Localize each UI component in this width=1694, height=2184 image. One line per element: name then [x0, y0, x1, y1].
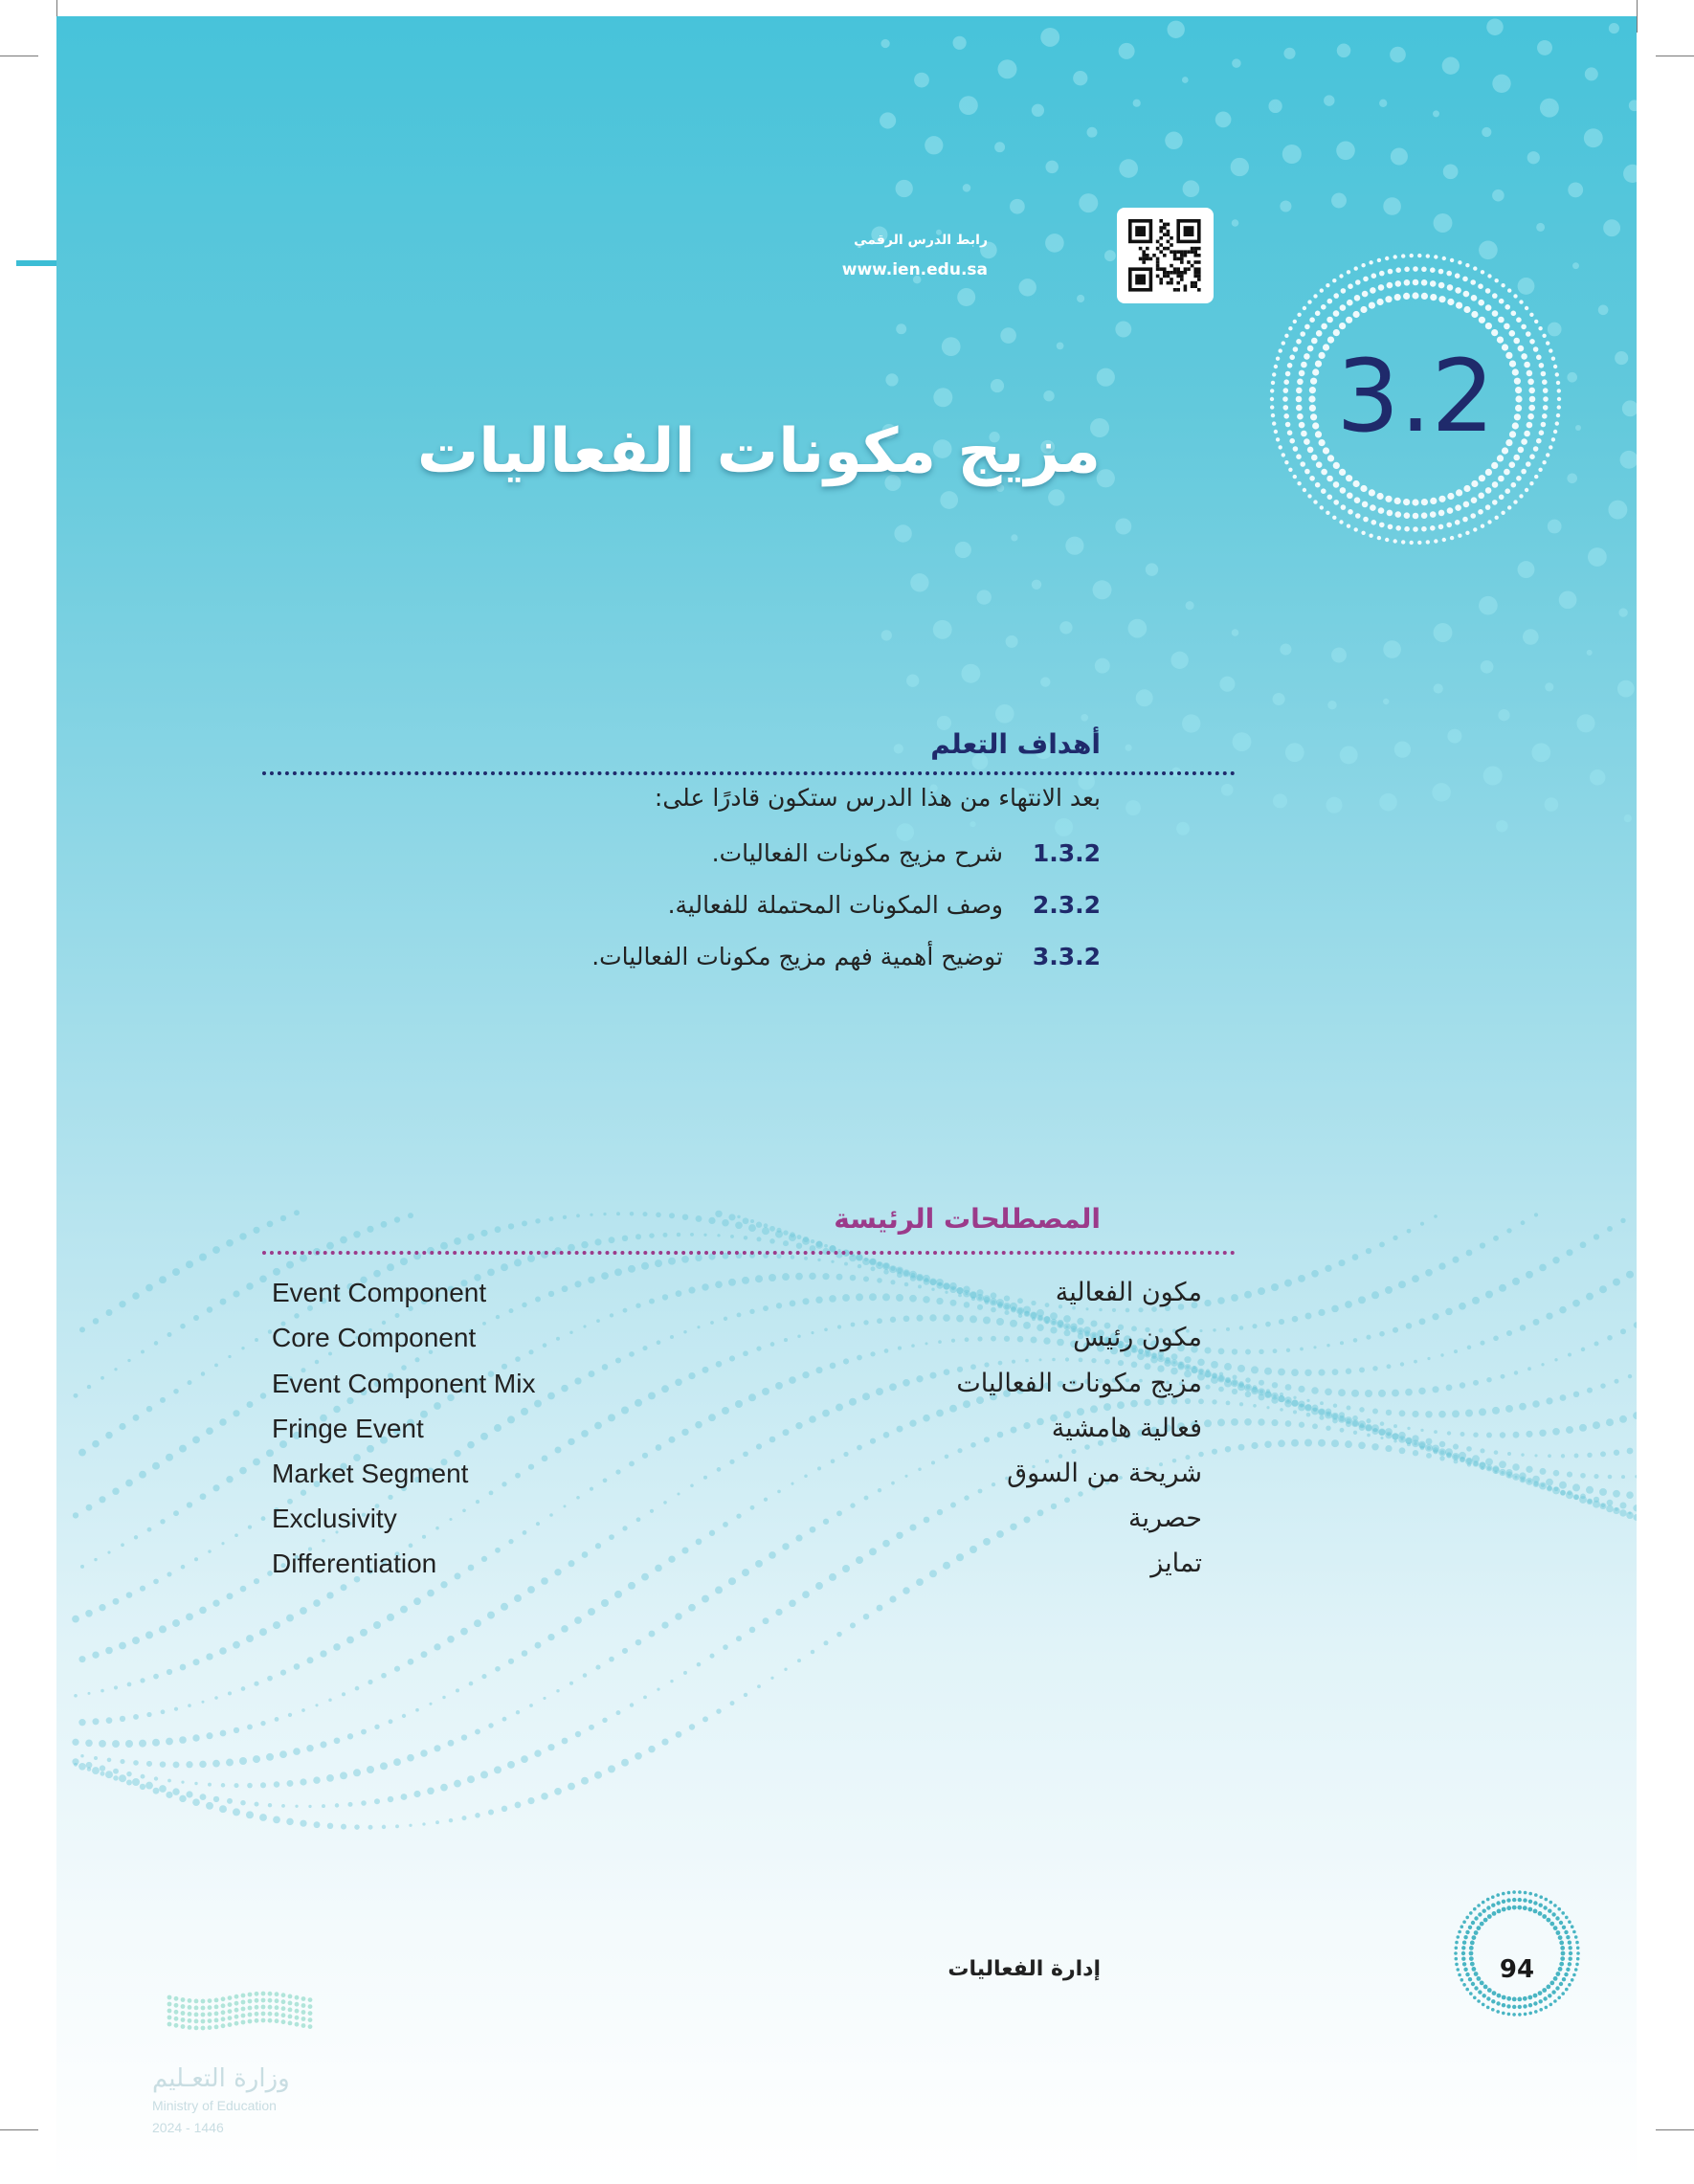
term-arabic: مزيج مكونات الفعاليات [956, 1369, 1202, 1398]
crop-mark [1656, 2129, 1694, 2130]
objectives-heading: أهداف التعلم [930, 728, 1101, 760]
term-row [272, 1414, 1202, 1456]
page [56, 16, 1637, 2184]
objectives-intro: بعد الانتهاء من هذا الدرس ستكون قادرًا على: [654, 784, 1101, 812]
objective-text: وصف المكونات المحتملة للفعالية. [667, 891, 1003, 919]
term-row [272, 1504, 1202, 1546]
section-divider [262, 1251, 1236, 1255]
term-arabic: تمايز [1150, 1549, 1202, 1578]
crop-mark [1637, 0, 1638, 33]
ministry-logo-english: Ministry of Education [152, 2098, 277, 2113]
term-row [272, 1549, 1202, 1591]
term-row [272, 1278, 1202, 1320]
qr-code[interactable] [1117, 208, 1214, 303]
objective-number: 3.3.2 [1032, 943, 1101, 970]
term-arabic: شريحة من السوق [1007, 1459, 1202, 1488]
page-number: 94 [1499, 1955, 1535, 1984]
book-title: إدارة الفعاليات [947, 1957, 1101, 1981]
term-english: Fringe Event [272, 1414, 424, 1443]
term-arabic: مكون الفعالية [1055, 1278, 1202, 1307]
term-english: Differentiation [272, 1549, 437, 1578]
objective-item [591, 943, 1101, 981]
qr-code-icon [1117, 208, 1214, 303]
term-english: Core Component [272, 1323, 477, 1352]
objective-text: شرح مزيج مكونات الفعاليات. [711, 839, 1003, 867]
objective-number: 1.3.2 [1032, 839, 1101, 867]
term-arabic: حصرية [1128, 1504, 1202, 1533]
term-arabic: مكون رئيس [1073, 1323, 1202, 1352]
term-english: Exclusivity [272, 1504, 397, 1533]
term-row [272, 1369, 1202, 1411]
objective-number: 2.3.2 [1032, 891, 1101, 919]
term-row [272, 1323, 1202, 1365]
term-english: Event Component Mix [272, 1369, 536, 1398]
objective-text: توضيح أهمية فهم مزيج مكونات الفعاليات. [591, 943, 1003, 970]
term-english: Market Segment [272, 1459, 469, 1488]
crop-mark [0, 2129, 38, 2130]
lesson-title: مزيج مكونات الفعاليات [416, 416, 1101, 487]
edition-year: 2024 - 1446 [152, 2120, 224, 2135]
lesson-number: 3.2 [1336, 338, 1495, 455]
objective-item [712, 839, 1101, 878]
objective-item [668, 891, 1101, 929]
key-terms-heading: المصطلحات الرئيسة [834, 1203, 1101, 1235]
term-english: Event Component [272, 1278, 487, 1307]
side-marker [16, 260, 56, 266]
term-row [272, 1459, 1202, 1501]
ministry-logo-text: وزارة التعـليم [152, 2064, 290, 2093]
section-divider [262, 771, 1236, 775]
term-arabic: فعالية هامشية [1051, 1414, 1202, 1443]
lesson-url[interactable]: www.ien.edu.sa [841, 260, 988, 279]
qr-label: رابط الدرس الرقمي [854, 233, 988, 248]
